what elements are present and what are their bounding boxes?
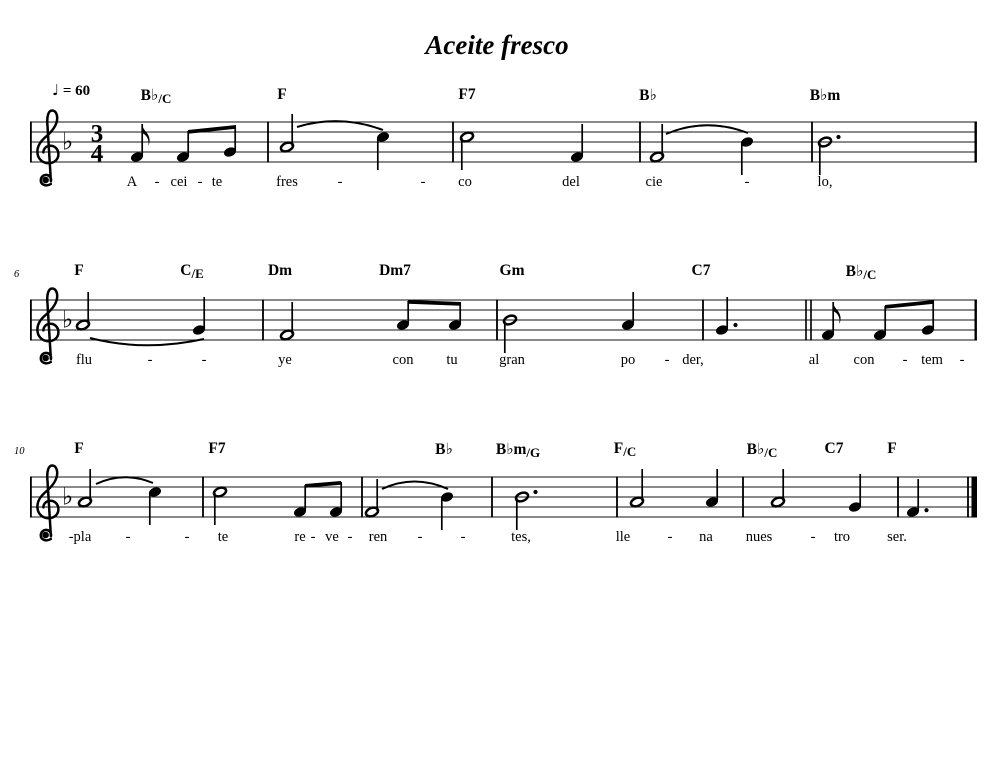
lyric-syllable: - (810, 529, 816, 545)
quarter-note-icon: ♩ (52, 81, 60, 99)
measure-number: 6 (14, 269, 20, 280)
chord-label (500, 262, 525, 280)
lyric-syllable: cei (170, 174, 188, 190)
staff-line (30, 339, 977, 340)
chord-label (180, 262, 204, 280)
staff-line (30, 151, 977, 152)
lyric-syllable: - (184, 529, 190, 545)
barline (616, 477, 618, 518)
beam (885, 300, 934, 309)
chord-label (692, 262, 711, 280)
chord-bass: /E (191, 265, 204, 281)
lyric-syllable: lo, (817, 174, 833, 190)
lyric-syllable: po (620, 352, 636, 368)
augmentation-dot (733, 323, 737, 327)
barline (897, 477, 899, 518)
lyric-syllable: cie (645, 174, 663, 190)
chord-root: F (277, 86, 287, 103)
staff-line (30, 329, 977, 330)
augmentation-dot (836, 135, 840, 139)
barline (361, 477, 363, 518)
barline (267, 122, 269, 163)
time-signature-top: 3 (90, 120, 104, 148)
chord-bass: /G (526, 444, 541, 460)
barline (30, 300, 32, 341)
chord-label (379, 262, 411, 280)
staff-line (30, 476, 977, 477)
measure-number: 10 (14, 446, 25, 457)
lyric-syllable: - (347, 529, 353, 545)
barline (202, 477, 204, 518)
flat-sign-icon: ♭ (62, 305, 74, 334)
lyric-syllable: der, (682, 352, 704, 368)
chord-label (496, 440, 540, 459)
lyric-syllable: del (562, 174, 580, 190)
eighth-flag-icon (142, 125, 149, 146)
lyric-syllable: nues (745, 529, 773, 545)
lyric-syllable: -pla (68, 529, 92, 545)
staff-line (30, 506, 977, 507)
chord-root: C (180, 262, 192, 279)
lyric-syllable: te (211, 174, 223, 190)
lyric-syllable: ren (368, 529, 388, 545)
chord-root: B♭ (845, 263, 864, 280)
lyric-syllable: - (154, 174, 160, 190)
staff-line (30, 141, 977, 142)
staff-line (30, 496, 977, 497)
time-signature-bottom: 4 (90, 140, 104, 168)
chord-label (810, 86, 841, 105)
slur (666, 125, 748, 134)
barline (30, 122, 32, 163)
barline (975, 300, 977, 341)
lyric-syllable: te (217, 529, 229, 545)
staff-line (30, 486, 977, 487)
lyric-syllable: - (460, 529, 466, 545)
lyric-syllable: ser. (887, 529, 907, 545)
lyric-syllable: ye (278, 352, 292, 368)
lyric-syllable: fres (276, 174, 298, 190)
chord-label (825, 440, 844, 458)
barline (805, 300, 807, 341)
lyric-syllable: lle (615, 529, 631, 545)
augmentation-dot (533, 490, 537, 494)
chord-label (846, 262, 877, 281)
chord-label (74, 440, 83, 458)
lyric-syllable: - (420, 174, 426, 190)
tempo-marking (52, 81, 90, 100)
lyric-syllable: co (458, 174, 472, 190)
barline (639, 122, 641, 163)
eighth-flag-icon (833, 303, 840, 324)
lyric-syllable: tem (921, 352, 943, 368)
barline (810, 300, 812, 341)
chord-label (747, 440, 778, 459)
flat-sign-icon: ♭ (62, 127, 74, 156)
final-barline (972, 477, 978, 518)
chord-label (141, 86, 172, 105)
chord-root: Dm7 (379, 262, 411, 279)
barline (30, 477, 32, 518)
lyric-syllable: ve (325, 529, 339, 545)
lyric-syllable: A (126, 174, 138, 190)
lyric-syllable: con (392, 352, 414, 368)
chord-label (614, 440, 636, 458)
chord-label (887, 440, 896, 458)
lyric-syllable: - (147, 352, 153, 368)
barline (702, 300, 704, 341)
chord-label (639, 86, 657, 105)
chord-label (435, 440, 453, 459)
barline (811, 122, 813, 163)
barline (967, 477, 969, 518)
lyric-syllable: na (699, 529, 713, 545)
flat-sign-icon: ♭ (62, 482, 74, 511)
lyric-syllable: - (667, 529, 673, 545)
chord-label (74, 262, 83, 280)
beam (408, 300, 461, 306)
barline (975, 122, 977, 163)
lyric-syllable: - (417, 529, 423, 545)
barline (452, 122, 454, 163)
chord-root: Gm (499, 262, 525, 279)
lyric-syllable: - (959, 352, 965, 368)
slur (90, 338, 204, 345)
lyric-syllable: gran (499, 352, 525, 368)
chord-bass: /C (158, 90, 172, 106)
lyric-syllable: - (310, 529, 316, 545)
barline (262, 300, 264, 341)
chord-root: B♭ (746, 441, 765, 458)
chord-root: B♭m (809, 87, 841, 104)
chord-root: B♭m (495, 441, 527, 458)
chord-root: F (887, 440, 897, 457)
staff-line (30, 299, 977, 300)
staff-line (30, 516, 977, 517)
chord-label (268, 262, 292, 280)
barline (496, 300, 498, 341)
chord-root: F (74, 440, 84, 457)
lyric-syllable: flu (75, 352, 93, 368)
lyric-syllable: tro (833, 529, 851, 545)
lyric-syllable: tu (446, 352, 458, 368)
lyric-syllable: - (902, 352, 908, 368)
score-title: Aceite fresco (425, 30, 569, 60)
staff-line (30, 131, 977, 132)
slur (382, 482, 448, 490)
augmentation-dot (924, 508, 928, 512)
chord-label (458, 86, 475, 104)
chord-bass: /C (764, 444, 778, 460)
chord-root: B♭ (639, 87, 657, 104)
lyric-syllable: re (294, 529, 306, 545)
lyric-syllable: - (337, 174, 343, 190)
chord-root: F (613, 440, 624, 457)
chord-label (277, 86, 286, 104)
tempo-value: = 60 (62, 83, 91, 99)
barline (491, 477, 493, 518)
staff-line (30, 121, 977, 122)
lyric-syllable: tes, (511, 529, 531, 545)
lyric-syllable: - (197, 174, 203, 190)
lyric-syllable: - (201, 352, 207, 368)
chord-root: F (74, 262, 84, 279)
lyric-syllable: - (664, 352, 670, 368)
barline (742, 477, 744, 518)
chord-root: F7 (458, 86, 476, 103)
chord-root: C7 (691, 262, 711, 279)
chord-root: B♭ (435, 441, 453, 458)
lyric-syllable: - (125, 529, 131, 545)
chord-bass: /C (863, 266, 877, 282)
chord-bass: /C (623, 443, 637, 459)
chord-root: B♭ (140, 87, 159, 104)
lyric-syllable: - (744, 174, 750, 190)
chord-root: F7 (208, 440, 226, 457)
chord-root: Dm (267, 262, 293, 279)
chord-label (208, 440, 225, 458)
chord-root: C7 (824, 440, 844, 457)
slur (96, 477, 153, 484)
lyric-syllable: con (853, 352, 875, 368)
lyric-syllable: al (808, 352, 820, 368)
staff-line (30, 161, 977, 162)
